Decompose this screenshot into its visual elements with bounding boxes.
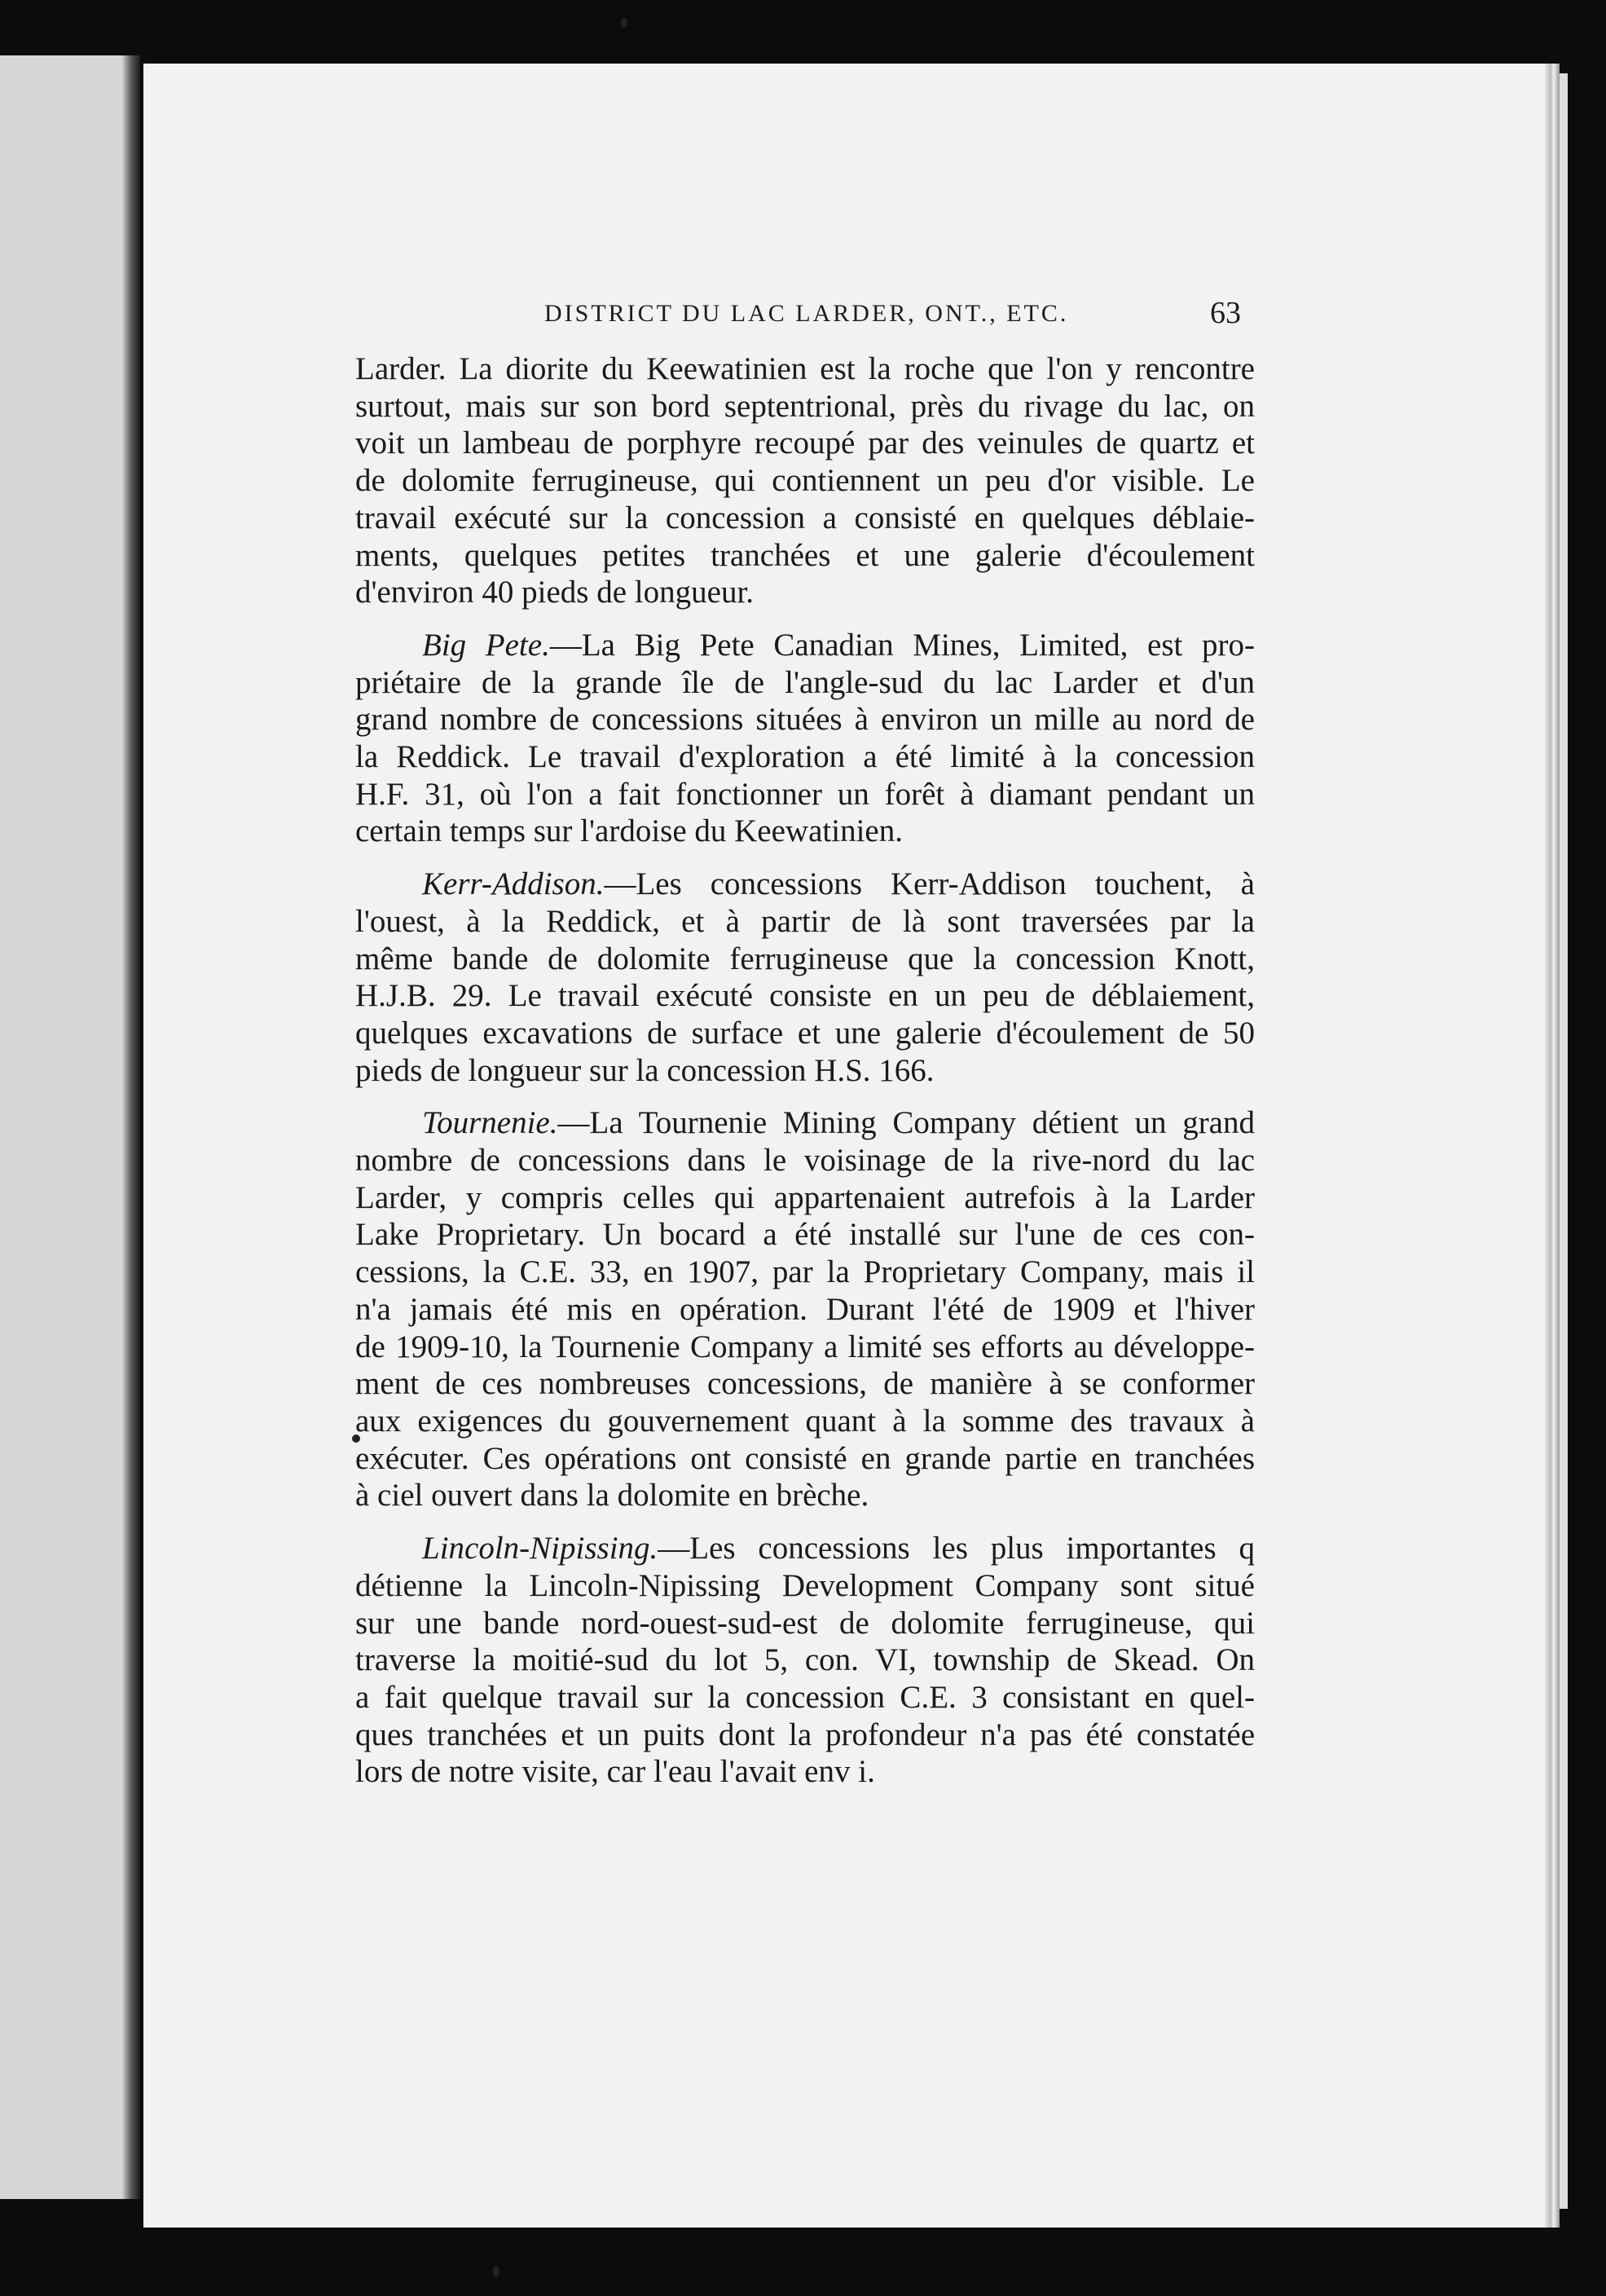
text-line: ques tranchées et un puits dont la profondeur n'a pas été constatée xyxy=(355,1716,1255,1752)
text-line: certain temps sur l'ardoise du Keewatinien. xyxy=(355,813,903,849)
text-run: —Les concessions les plus importantes q xyxy=(658,1531,1255,1567)
paragraph-larder xyxy=(355,350,1255,611)
page-edge-stack xyxy=(1560,73,1568,2209)
text-line: d'environ 40 pieds de longueur. xyxy=(355,575,755,610)
paragraph-big-pete xyxy=(355,627,1255,850)
text-line xyxy=(355,1530,1255,1567)
page-number: 63 xyxy=(1210,296,1241,330)
page-edge xyxy=(1545,64,1560,2228)
paragraph-tournenie xyxy=(355,1104,1255,1514)
text-line: aux exigences du gouvernement quant à la somme des travaux à xyxy=(355,1403,1255,1439)
text-line: n'a jamais été mis en opération. Durant l'été de 1909 et l'hiver xyxy=(355,1291,1255,1327)
text-line: cessions, la C.E. 33, en 1907, par la Proprietary Company, mais il xyxy=(355,1254,1255,1290)
text-line: lors de notre visite, car l'eau l'avait env i. xyxy=(355,1754,875,1790)
text-line: exécuter. Ces opérations ont consisté en grande partie en tranchées xyxy=(355,1440,1255,1476)
text-line xyxy=(355,866,1255,903)
text-line: priétaire de la grande île de l'angle-sud du lac Larder et d'un xyxy=(355,664,1255,700)
text-line: Lake Proprietary. Un bocard a été installé sur l'une de ces con- xyxy=(355,1217,1255,1253)
text-line: de dolomite ferrugineuse, qui contiennent un peu d'or visible. Le xyxy=(355,463,1255,499)
text-line: pieds de longueur sur la concession H.S. 166. xyxy=(355,1052,935,1088)
text-run: —Les concessions Kerr-Addison touchent, à xyxy=(604,866,1255,902)
text-line: grand nombre de concessions situées à environ un mille au nord de xyxy=(355,702,1255,738)
scan-speck xyxy=(621,18,627,28)
text-line: ment de ces nombreuses concessions, de manière à se conformer xyxy=(355,1366,1255,1402)
text-line: H.J.B. 29. Le travail exécuté consiste en un peu de déblaiement, xyxy=(355,978,1255,1014)
text-line: Larder, y compris celles qui appartenaient autrefois à la Larder xyxy=(355,1179,1255,1215)
text-line: nombre de concessions dans le voisinage de la rive-nord du lac xyxy=(355,1143,1255,1179)
book-gutter xyxy=(122,55,140,2199)
property-name: Big Pete. xyxy=(422,627,550,663)
text-line: traverse la moitié-sud du lot 5, con. VI, township de Skead. On xyxy=(355,1642,1255,1678)
text-run: —La Tournenie Mining Company détient un grand xyxy=(557,1105,1255,1141)
text-line: la Reddick. Le travail d'exploration a été limité à la concession xyxy=(355,739,1255,775)
running-head: DISTRICT DU LAC LARDER, ONT., ETC. xyxy=(544,300,1069,327)
paragraph-kerr-addison xyxy=(355,866,1255,1089)
text-line: surtout, mais sur son bord septentrional, près du rivage du lac, on xyxy=(355,388,1255,424)
paragraph-lincoln-nipissing xyxy=(355,1530,1255,1791)
scan-speck xyxy=(493,2266,499,2277)
text-line: même bande de dolomite ferrugineuse que la concession Knott, xyxy=(355,941,1255,976)
property-name: Kerr-Addison. xyxy=(422,866,605,902)
text-line: Larder. La diorite du Keewatinien est la roche que l'on y rencontre xyxy=(355,351,1255,386)
text-run: —La Big Pete Canadian Mines, Limited, est pro- xyxy=(549,627,1255,663)
text-line: a fait quelque travail sur la concession C.E. 3 consistant en quel- xyxy=(355,1679,1255,1715)
text-line: quelques excavations de surface et une galerie d'écoulement de 50 xyxy=(355,1015,1255,1051)
text-line: l'ouest, à la Reddick, et à partir de là sont traversées par la xyxy=(355,903,1255,939)
property-name: Lincoln-Nipissing. xyxy=(422,1531,658,1567)
left-page-margin xyxy=(0,55,134,2199)
text-line: travail exécuté sur la concession a consisté en quelques déblaie- xyxy=(355,500,1255,535)
text-line: voit un lambeau de porphyre recoupé par des veinules de quartz et xyxy=(355,425,1255,461)
text-line: H.F. 31, où l'on a fait fonctionner un forêt à diamant pendant un xyxy=(355,776,1255,812)
text-line: de 1909-10, la Tournenie Company a limité ses efforts au développe- xyxy=(355,1329,1255,1364)
text-line: sur une bande nord-ouest-sud-est de dolomite ferrugineuse, qui xyxy=(355,1605,1255,1641)
text-line: à ciel ouvert dans la dolomite en brèche. xyxy=(355,1478,869,1514)
text-line xyxy=(355,627,1255,664)
text-line: détienne la Lincoln-Nipissing Development Company sont situé xyxy=(355,1567,1255,1603)
property-name: Tournenie. xyxy=(422,1105,558,1141)
text-line xyxy=(355,1104,1255,1142)
text-line: ments, quelques petites tranchées et une galerie d'écoulement xyxy=(355,537,1255,573)
page-header xyxy=(0,293,1606,339)
body-text xyxy=(355,350,1255,1806)
